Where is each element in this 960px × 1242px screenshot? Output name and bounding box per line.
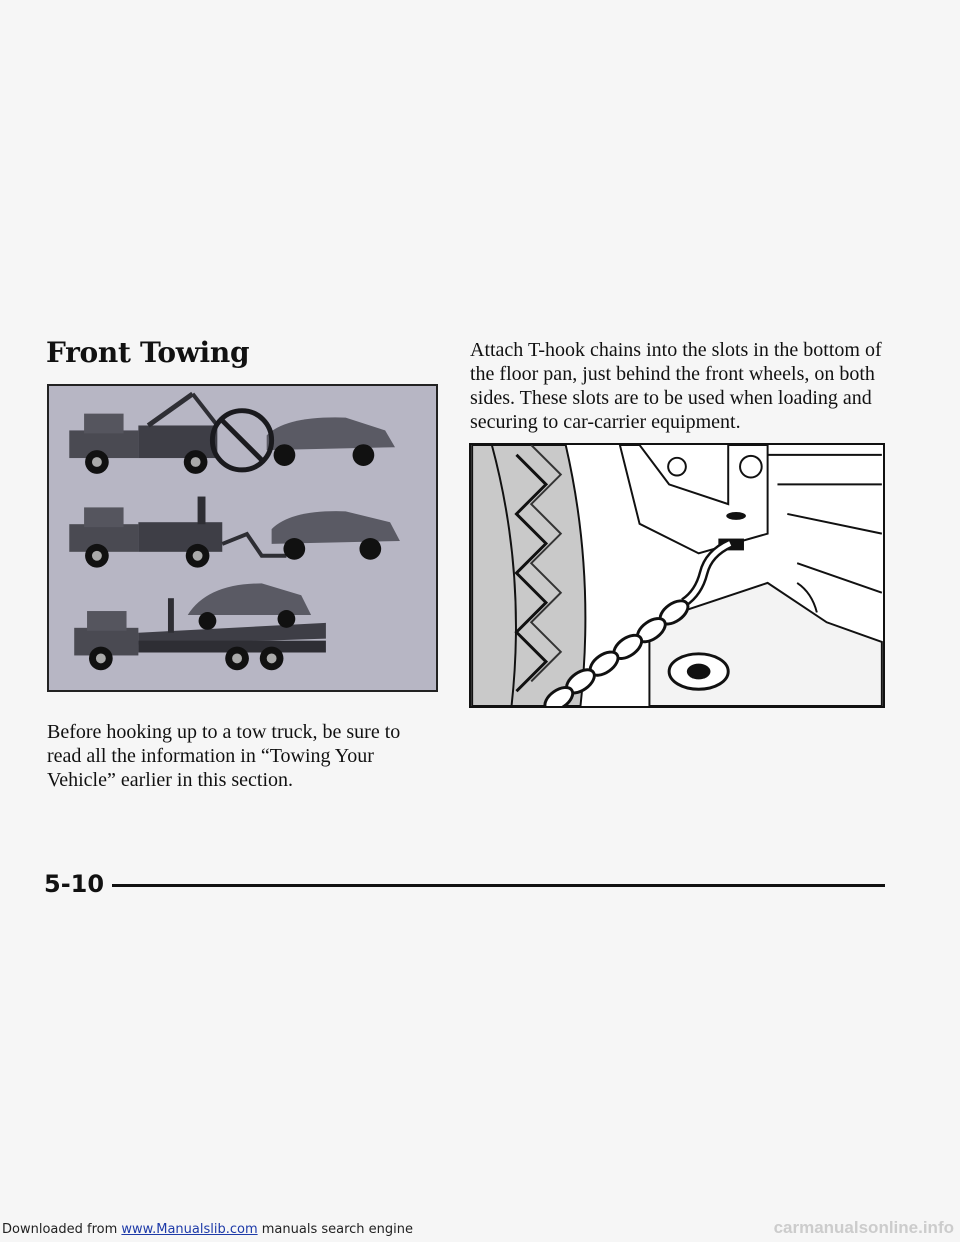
- page-number: 5-10: [44, 870, 105, 898]
- page-title: Front Towing: [46, 336, 250, 369]
- watermark: carmanualsonline.info: [773, 1218, 954, 1237]
- footer-prefix: Downloaded from: [2, 1222, 122, 1237]
- footer-rule: [112, 884, 885, 887]
- tow-methods-illustration: [47, 384, 438, 692]
- towing-intro-paragraph: Before hooking up to a tow truck, be sure to read all the information in “Towing Your Vehicle” earlier in this section.: [47, 721, 401, 791]
- t-hook-drawing: [471, 445, 883, 706]
- manualslib-link[interactable]: www.Manualslib.com: [121, 1222, 258, 1237]
- footer-suffix: manuals search engine: [257, 1222, 414, 1237]
- tow-methods-drawing: [49, 386, 436, 690]
- t-hook-chain-illustration: [469, 443, 885, 708]
- download-footer: [2, 1222, 413, 1237]
- t-hook-paragraph: Attach T-hook chains into the slots in the bottom of the floor pan, just behind the front wheels, on both sides. These slots are to be used when loading and securing to car-carrier equipment.: [470, 339, 882, 433]
